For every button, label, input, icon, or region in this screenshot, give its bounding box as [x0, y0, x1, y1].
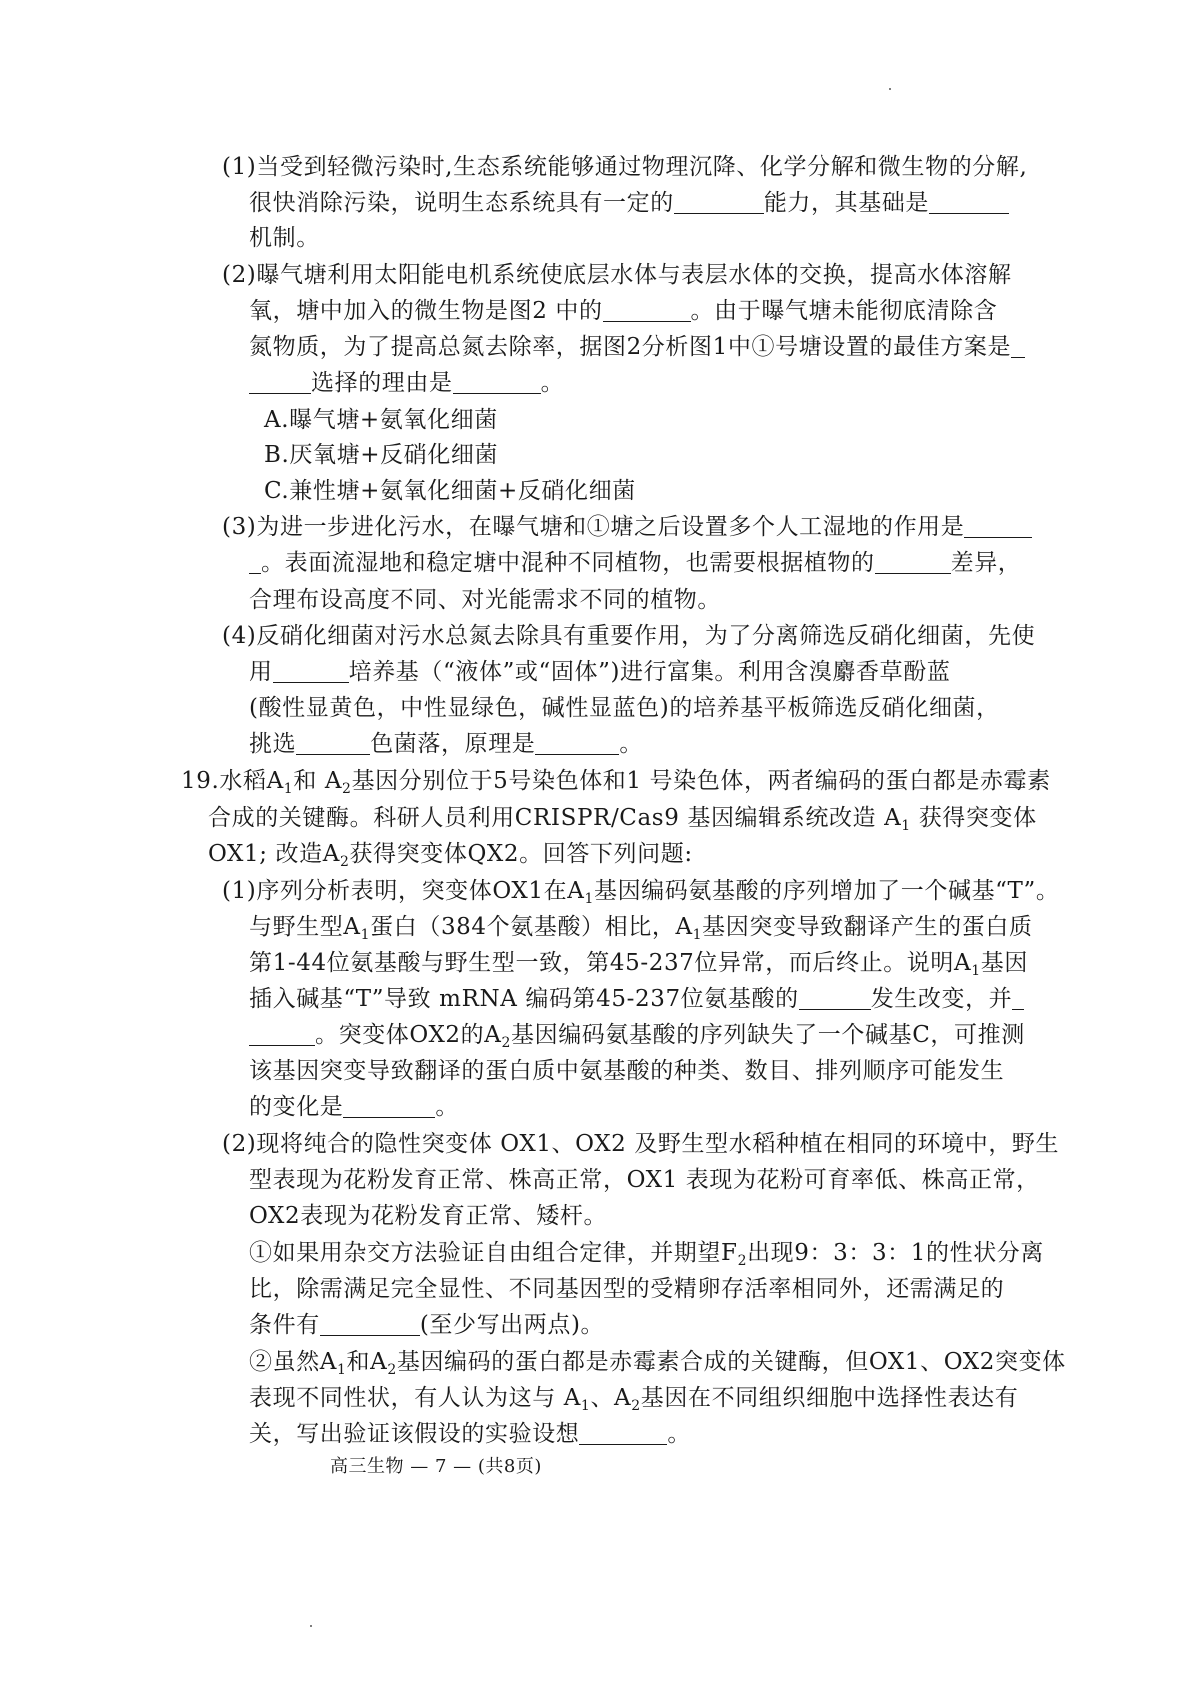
q19-p2-sub2-line3: 关，写出验证该假设的实验设想 。 — [249, 1421, 692, 1447]
q18-p1-line1: (1)当受到轻微污染时,生态系统能够通过物理沉降、化学分解和微生物的分解, — [222, 154, 1028, 180]
q19-p1-line3: 第1-44位氨基酸与野生型一致，第45-237位异常，而后终止。说明$A_1$基因 — [249, 950, 1028, 979]
q19-p2-line3: OX2表现为花粉发育正常、矮杆。 — [249, 1203, 608, 1229]
q19-stem-line3: OX1; 改造$A_2$获得突变体QX2。回答下列问题: — [208, 841, 693, 870]
q19-p1-line1: (1)序列分析表明，突变体OX1在$A_1$基因编码氨基酸的序列增加了一个碱基“T”。 — [222, 878, 1060, 907]
answer-blank[interactable] — [296, 732, 370, 755]
q19-p2-sub1-line1: ①如果用杂交方法验证自由组合定律，并期望$F_2$出现9：3：3：1的性状分离 — [249, 1240, 1045, 1269]
answer-blank[interactable] — [674, 191, 764, 214]
answer-blank[interactable] — [1011, 335, 1025, 358]
answer-blank[interactable] — [1012, 987, 1024, 1010]
q18-p2-option-b: B.厌氧塘+反硝化细菌 — [264, 442, 499, 468]
q19-p1-line6: 该基因突变导致翻译的蛋白质中氨基酸的种类、数目、排列顺序可能发生 — [249, 1058, 1005, 1084]
q19-stem-line1: 19.水稻$A_1$和 $A_2$基因分别位于5号染色体和1 号染色体，两者编码的蛋白都是赤霉素 — [181, 768, 1051, 797]
q18-p2-option-a: A.曝气塘+氨氧化细菌 — [264, 407, 498, 433]
q18-p3-line3: 合理布设高度不同、对光能需求不同的植物。 — [249, 587, 721, 613]
q19-p2-sub1-line2: 比，除需满足完全显性、不同基因型的受精卵存活率相同外，还需满足的 — [249, 1276, 1005, 1302]
q18-p4-line2: 用 培养基（“液体”或“固体”)进行富集。利用含溴麝香草酚蓝 — [249, 659, 951, 685]
q18-p2-line4: 选择的理由是 。 — [249, 366, 564, 400]
q19-stem-line2: 合成的关键酶。科研人员利用CRISPR/Cas9 基因编辑系统改造 $A_1$ 获得突变体 — [208, 805, 1037, 834]
answer-blank[interactable] — [579, 1422, 667, 1445]
q18-p4-line4: 挑选 色菌落，原理是 。 — [249, 731, 644, 757]
answer-blank[interactable] — [875, 551, 951, 574]
answer-blank[interactable] — [799, 987, 871, 1010]
q18-p2-option-c: C.兼性塘+氨氧化细菌+反硝化细菌 — [264, 478, 636, 504]
answer-blank[interactable] — [535, 732, 619, 755]
q18-p4-line1: (4)反硝化细菌对污水总氮去除具有重要作用，为了分离筛选反硝化细菌，先使 — [222, 623, 1036, 649]
answer-blank[interactable] — [249, 551, 261, 574]
q18-p2-line1: (2)曝气塘利用太阳能电机系统使底层水体与表层水体的交换，提高水体溶解 — [222, 262, 1012, 288]
answer-blank[interactable] — [453, 371, 541, 394]
answer-blank[interactable] — [249, 1023, 315, 1046]
scan-speck — [889, 88, 891, 90]
page-footer: 高三生物 — 7 — (共8页) — [330, 1456, 542, 1477]
q19-p2-sub2-line1: ②虽然$A_1$和$A_2$基因编码的蛋白都是赤霉素合成的关键酶，但OX1、OX2突变体 — [249, 1349, 1066, 1378]
q18-p1-line3: 机制。 — [249, 225, 320, 251]
answer-blank[interactable] — [320, 1313, 420, 1336]
scan-speck — [310, 1625, 312, 1627]
q19-p2-sub1-line3: 条件有 (至少写出两点)。 — [249, 1312, 605, 1338]
answer-blank[interactable] — [343, 1095, 435, 1118]
q19-p2-line1: (2)现将纯合的隐性突变体 OX1、OX2 及野生型水稻种植在相同的环境中，野生 — [222, 1131, 1060, 1157]
answer-blank[interactable] — [929, 191, 1009, 214]
answer-blank[interactable] — [249, 371, 311, 394]
q18-p4-line3: (酸性显黄色，中性显绿色，碱性显蓝色)的培养基平板筛选反硝化细菌， — [249, 695, 1000, 721]
q19-p1-line5: 。突变体OX2的$A_2$基因编码氨基酸的序列缺失了一个碱基C，可推测 — [249, 1018, 1025, 1052]
answer-blank[interactable] — [603, 299, 691, 322]
q18-p2-line2: 氧，塘中加入的微生物是图2 中的 。由于曝气塘未能彻底清除含 — [249, 298, 998, 324]
q18-p2-line3: 氮物质，为了提高总氮去除率，据图2分析图1中①号塘设置的最佳方案是 — [249, 330, 1025, 364]
answer-blank[interactable] — [964, 515, 1032, 538]
q19-p1-line7: 的变化是 。 — [249, 1094, 460, 1120]
q19-p2-sub2-line2: 表现不同性状，有人认为这与 $A_1$、$A_2$基因在不同组织细胞中选择性表达有 — [249, 1385, 1019, 1414]
q19-p2-line2: 型表现为花粉发育正常、株高正常，OX1 表现为花粉可育率低、株高正常， — [249, 1167, 1040, 1193]
q18-p3-line2: 。表面流湿地和稳定塘中混种不同植物，也需要根据植物的 差异， — [249, 546, 1021, 580]
q18-p3-line1: (3)为进一步进化污水，在曝气塘和①塘之后设置多个人工湿地的作用是 — [222, 510, 1032, 544]
q19-p1-line2: 与野生型$A_1$蛋白（384个氨基酸）相比，$A_1$基因突变导致翻译产生的蛋白质 — [249, 914, 1033, 943]
q18-p1-line2: 很快消除污染，说明生态系统具有一定的 能力，其基础是 — [249, 186, 1009, 220]
q19-p1-line4: 插入碱基“T”导致 mRNA 编码第45-237位氨基酸的 发生改变，并 — [249, 982, 1024, 1016]
answer-blank[interactable] — [273, 660, 349, 683]
